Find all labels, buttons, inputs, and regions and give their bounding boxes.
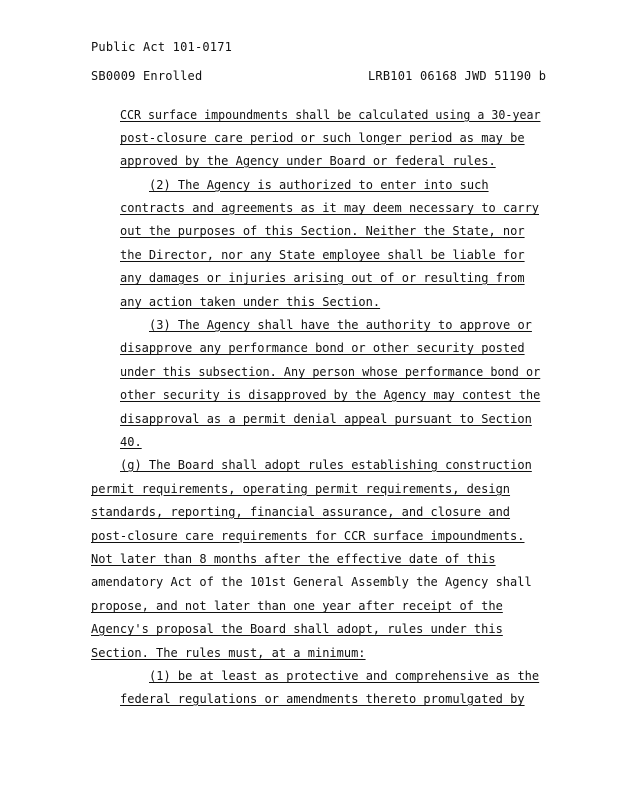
text-line: standards, reporting, financial assurance, and closure and [91,505,511,519]
text-line: (g) The Board shall adopt rules establishing construction [120,458,532,472]
text-line: any action taken under this Section. [120,295,381,309]
text-line: federal regulations or amendments thereto promulgated by [120,692,525,706]
public-act-number: Public Act 101-0171 [91,40,233,54]
text-line: (3) The Agency shall have the authority to approve or [149,318,532,332]
text-line: out the purposes of this Section. Neither the State, nor [120,224,525,238]
text-line: approved by the Agency under Board or federal rules. [120,154,496,168]
text-line: the Director, nor any State employee shall be liable for [120,248,525,262]
text-line: any damages or injuries arising out of or resulting from [120,271,525,285]
text-line: 40. [120,435,142,449]
text-line: (1) be at least as protective and comprehensive as the [149,669,540,683]
text-line: amendatory Act of the 101st General Assembly the Agency shall [91,575,532,589]
text-line: propose, and not later than one year after receipt of the [91,599,503,613]
text-line: post-closure care requirements for CCR surface impoundments. [91,529,525,543]
text-line: permit requirements, operating permit requirements, design [91,482,511,496]
text-line: post-closure care period or such longer period as may be [120,131,525,145]
text-line: disapprove any performance bond or other security posted [120,341,525,355]
text-line: under this subsection. Any person whose performance bond or [120,365,541,379]
text-line: disapproval as a permit denial appeal pursuant to Section [120,412,532,426]
text-line: Section. The rules must, at a minimum: [91,646,366,660]
text-line: CCR surface impoundments shall be calculated using a 30-year [120,108,541,122]
lrb-reference: LRB101 06168 JWD 51190 b [368,69,547,83]
text-line: other security is disapproved by the Agency may contest the [120,388,541,402]
text-line: Agency's proposal the Board shall adopt, rules under this [91,622,503,636]
text-line: contracts and agreements as it may deem necessary to carry [120,201,540,215]
text-line: (2) The Agency is authorized to enter into such [149,178,489,192]
bill-number: SB0009 Enrolled [91,69,203,83]
text-line: Not later than 8 months after the effective date of this [91,552,496,566]
